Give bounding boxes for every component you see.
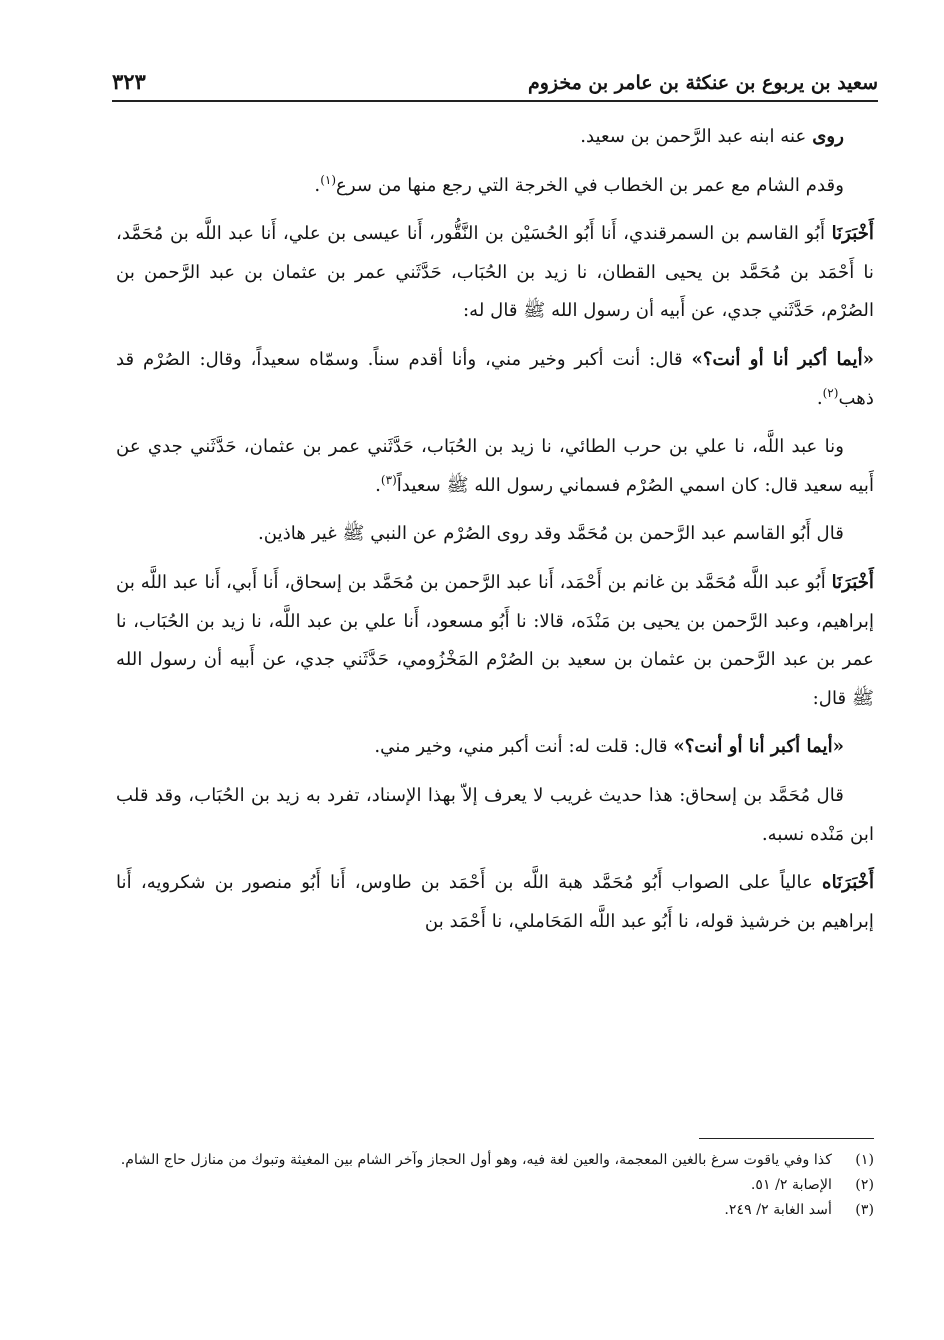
paragraph-5-text: ونا عبد اللَّه، نا علي بن حرب الطائي، نا زيد بن الحُبَاب، حَدَّثَني عمر بن عثمان، حَدَّثَني جدي عن أَبيه سعيد قال: كان اسمي الصُرْم فسماني رسول الله ﷺ سعيداً <box>116 436 874 496</box>
footnote-number: (٣) <box>855 1202 874 1218</box>
paragraph-10 <box>116 864 874 941</box>
footnotes <box>116 1148 874 1223</box>
page-number: ٣٢٣ <box>112 69 146 94</box>
paragraph-4-end: . <box>816 387 823 409</box>
paragraph-6 <box>116 515 874 554</box>
paragraph-3-lead: أَخْبَرَنَا <box>831 223 874 245</box>
main-text <box>116 118 874 951</box>
paragraph-5 <box>116 428 874 505</box>
paragraph-1-lead: روى <box>812 126 844 147</box>
footnote-text: الإصابة ٢/ ٥١. <box>750 1177 832 1193</box>
paragraph-1-text: عنه ابنه عبد الرَّحمن بن سعيد. <box>580 126 813 147</box>
footnote-text: كذا وفي ياقوت سرغ بالغين المعجمة، والعين لغة فيه، وهو أول الحجاز وآخر الشام بين المغيثة وتبوك من منازل حاج الشام. <box>120 1152 832 1168</box>
footnote-number: (٢) <box>855 1177 874 1193</box>
paragraph-2-end: . <box>314 174 321 196</box>
paragraph-10-text: عالياً على الصواب أَبُو مُحَمَّد هبة اللَّه بن أَحْمَد بن طاوس، أَنا أَبُو منصور بن شكرويه، أَنا إبراهيم بن خرشيذ قوله، نا أَبُو عبد اللَّه المَحَاملي، نا أَحْمَد بن <box>116 872 874 932</box>
paragraph-7-lead: أَخْبَرَنَا <box>831 571 874 593</box>
paragraph-4-text: قال: أنت أكبر وخير مني، وأنا أقدم سناً. وسمّاه سعيداً، وقال: الصُرْم قد ذهب <box>116 348 874 409</box>
footnote-text: أسد الغابة ٢/ ٢٤٩. <box>724 1202 832 1218</box>
running-header <box>112 56 878 102</box>
footnote-ref-1[interactable]: (١) <box>320 172 337 187</box>
footnote-ref-2[interactable]: (٢) <box>822 385 839 400</box>
paragraph-5-end: . <box>375 474 381 496</box>
footnote-1 <box>116 1148 874 1173</box>
header-title: سعيد بن يربوع بن عنكثة بن عامر بن مخزوم <box>527 72 878 94</box>
paragraph-2-text: وقدم الشام مع عمر بن الخطاب في الخرجة التي رجع منها من سرع <box>336 174 844 196</box>
paragraph-3 <box>116 215 874 331</box>
footnote-3 <box>116 1198 874 1223</box>
paragraph-9-text: قال مُحَمَّد بن إسحاق: هذا حديث غريب لا يعرف إلاّ بهذا الإسناد، تفرد به زيد بن الحُبَاب، وقد قلب ابن مَنْده نسبه. <box>116 784 874 845</box>
paragraph-4-quote: «أيما أكبر أنا أو أنت؟» <box>691 348 875 370</box>
paragraph-8-quote: «أيما أكبر أنا أو أنت؟» <box>673 736 844 758</box>
footnote-ref-3[interactable]: (٣) <box>380 472 397 487</box>
paragraph-8-text: قال: قلت له: أنت أكبر مني، وخير مني. <box>374 736 674 758</box>
paragraph-10-lead: أَخْبَرَنَاه <box>822 872 874 894</box>
paragraph-2 <box>116 167 874 206</box>
paragraph-9 <box>116 777 874 854</box>
paragraph-6-text: قال أَبُو القاسم عبد الرَّحمن بن مُحَمَّد وقد روى الصُرْم عن النبي ﷺ غير هاذين. <box>258 523 844 545</box>
footnote-number: (١) <box>855 1152 874 1168</box>
paragraph-8 <box>116 728 874 767</box>
paragraph-4 <box>116 341 874 418</box>
paragraph-1 <box>116 118 874 157</box>
paragraph-7-text: أَبُو عبد اللَّه مُحَمَّد بن غانم بن أَحْمَد، أَنا عبد الرَّحمن بن مُحَمَّد بن إسحاق، أَنا أَبي، أَنا عبد اللَّه بن إبراهيم، وعبد الرَّحمن بن يحيى بن مَنْدَه، قالا: نا أَبُو مسعود، أَنا علي بن عبد اللَّه، نا زيد بن الحُبَاب، نا عمر بن عبد الرَّحمن بن عثمان بن سعيد بن الصُرْم المَخْزُومي، حَدَّثَني جدي، عن أَبيه أن رسول الله ﷺ قال: <box>116 571 874 709</box>
paragraph-3-text: أَبُو القاسم بن السمرقندي، أَنا أَبُو الحُسَيْن بن النَّقُّور، أَنا عيسى بن علي، أَنا عبد اللَّه بن مُحَمَّد، نا أَحْمَد بن مُحَمَّد بن يحيى القطان، نا زيد بن الحُبَاب، حَدَّثَني عمر بن عثمان بن عبد الرَّحمن بن الصُرْم، حَدَّثَني جدي، عن أَبيه أن رسول الله ﷺ قال له: <box>116 223 874 322</box>
footnote-2 <box>116 1173 874 1198</box>
paragraph-7 <box>116 564 874 718</box>
footnote-divider <box>699 1138 874 1139</box>
